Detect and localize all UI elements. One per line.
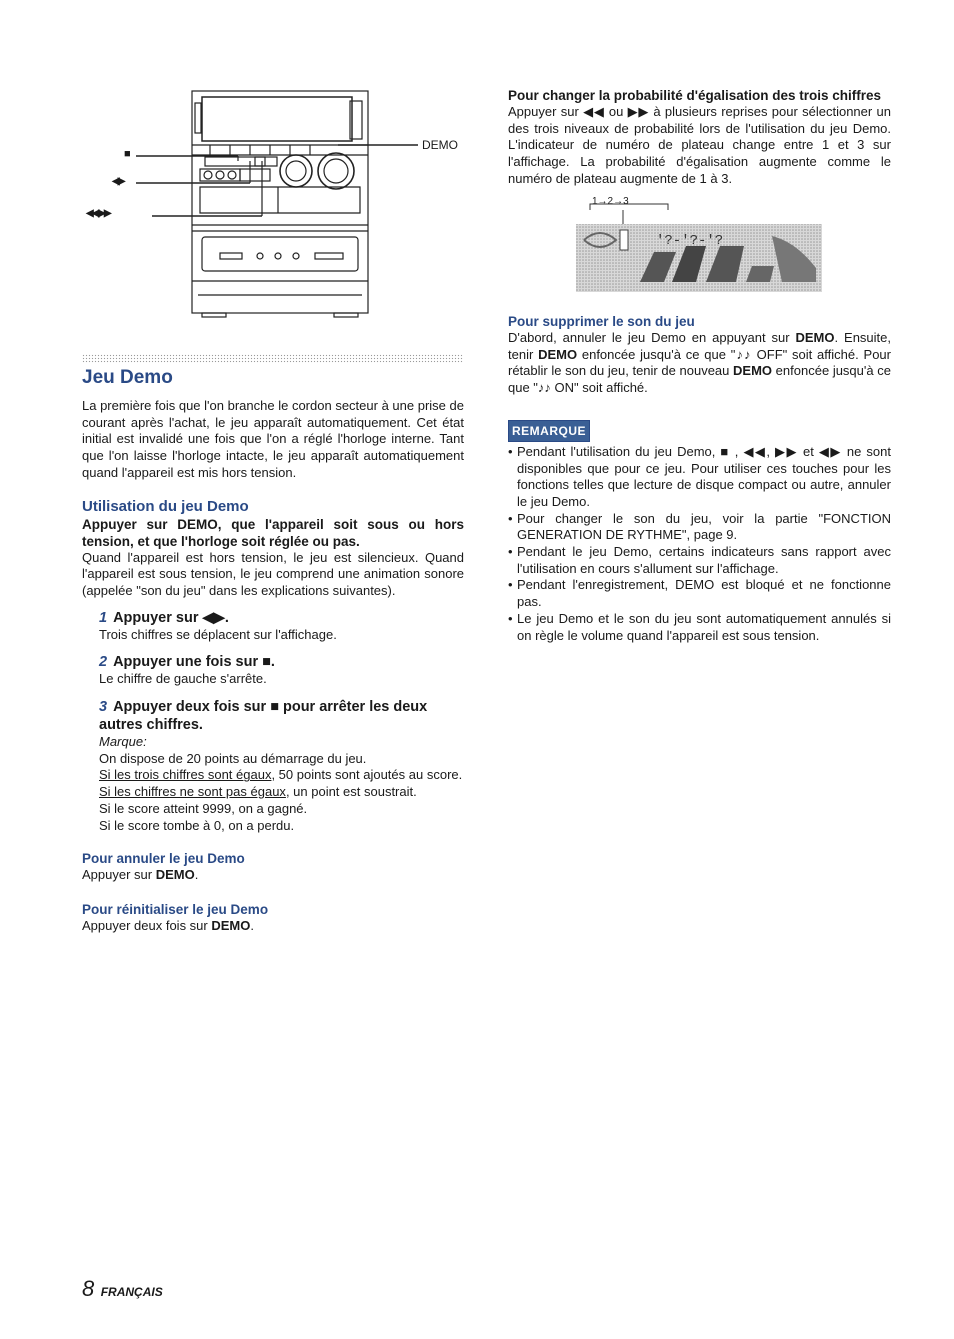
display-illustration <box>576 196 822 292</box>
marque-rest: , un point est soustrait. <box>285 784 417 800</box>
step-number: 2 <box>99 654 108 671</box>
sound-text-part: . Ensuite, tenir <box>508 330 891 362</box>
right-column-bottom <box>508 313 891 644</box>
step-3 <box>82 698 464 834</box>
reset-end: . <box>250 917 254 933</box>
demo-keyword: DEMO <box>538 346 578 362</box>
sound-text-part: D'abord, annuler le jeu Demo en appuyant sur <box>508 330 796 345</box>
remarque-badge <box>508 420 590 442</box>
reset-heading: Pour réinitialiser le jeu Demo <box>82 901 269 917</box>
demo-keyword: DEMO <box>795 330 835 345</box>
page-footer <box>82 1276 163 1302</box>
marque-underlined: Si les trois chiffres sont égaux <box>99 767 272 783</box>
marque-block <box>82 734 464 834</box>
stereo-drawing <box>110 85 470 325</box>
step-title: Appuyer deux fois sur ■ pour arrêter les deux autres chiffres. <box>99 699 428 734</box>
stereo-illustration <box>110 85 470 325</box>
note-item: • Le jeu Demo et le son du jeu sont automatiquement annulés si on règle le volume quand l'appareil est sous tension. <box>508 611 891 644</box>
step-text: Trois chiffres se déplacent sur l'affichage. <box>99 626 337 642</box>
marque-line: Si le score atteint 9999, on a gagné. <box>99 800 308 816</box>
sound-heading: Pour supprimer le son du jeu <box>508 314 695 329</box>
marque-line <box>99 767 464 784</box>
note-item: • Pendant l'utilisation du jeu Demo, ■ , ◀◀, ▶▶ et ◀▶ ne sont disponibles que pour ce jeu. Pour utiliser ces touches pour les fonctions telles que lecture de disque compact ou autre, annuler le jeu Demo. <box>508 444 891 511</box>
sound-text-part: enfoncée jusqu'à ce que "♪♪ OFF" soit affiché. Pour rétablir le son du jeu, tenir de nouveau <box>508 346 891 379</box>
figure-label-stop: ■ <box>124 148 131 160</box>
usage-subheading: Appuyer sur DEMO, que l'appareil soit sous ou hors tension, et que l'horloge soit réglée ou pas. <box>82 516 464 549</box>
cancel-end: . <box>194 867 199 883</box>
sound-text-part: enfoncée jusqu'à ce que "♪♪ ON" soit affiché. <box>508 363 891 396</box>
step-2 <box>82 653 464 688</box>
usage-heading: Utilisation du jeu Demo <box>82 497 249 515</box>
reset-text-part: Appuyer deux fois sur <box>82 917 208 933</box>
marque-line: On dispose de 20 points au démarrage du jeu. <box>99 750 367 766</box>
marque-rest: , 50 points sont ajoutés au score. <box>271 767 463 783</box>
note-item: • Pendant le jeu Demo, certains indicateurs sans rapport avec l'utilisation en cours s'allument sur l'affichage. <box>508 544 891 577</box>
marque-line <box>99 784 464 801</box>
cancel-text-part: Appuyer sur <box>82 867 153 883</box>
probability-heading: Pour changer la probabilité d'égalisation des trois chiffres <box>508 88 882 103</box>
demo-keyword: DEMO <box>155 867 195 883</box>
section-divider <box>82 354 463 363</box>
footer-language: FRANÇAIS <box>100 1285 163 1299</box>
marque-underlined: Si les chiffres ne sont pas égaux <box>99 784 286 800</box>
reset-text <box>82 918 464 935</box>
remarque-label: REMARQUE <box>512 423 587 438</box>
demo-keyword: DEMO <box>211 917 251 933</box>
marque-label: Marque: <box>99 734 147 750</box>
step-title: Appuyer une fois sur ■. <box>113 654 275 671</box>
step-number: 3 <box>99 699 108 716</box>
sound-text <box>508 330 891 397</box>
usage-text: Quand l'appareil est hors tension, le jeu est silencieux. Quand l'appareil est sous tension, le jeu comprend une animation sonore (appelée "son du jeu" dans les explications suivantes). <box>82 549 464 598</box>
step-title: Appuyer sur ◀▶. <box>113 609 229 626</box>
step-number: 1 <box>99 609 108 626</box>
cancel-text <box>82 867 464 884</box>
figure-label-skip: ◀◀,▶▶ <box>86 208 110 219</box>
cancel-heading: Pour annuler le jeu Demo <box>82 851 245 867</box>
demo-keyword: DEMO <box>733 363 773 379</box>
svg-text:'?-'?-'?: '?-'?-'? <box>656 233 724 249</box>
marque-line: Si le score tombe à 0, on a perdu. <box>99 817 295 833</box>
step-text: Le chiffre de gauche s'arrête. <box>99 671 267 687</box>
lcd-display-drawing <box>576 196 822 292</box>
figure-label-play: ◀▶ <box>112 176 124 187</box>
disc-sequence-label: 1→2→3 <box>592 196 629 207</box>
left-column <box>82 366 464 935</box>
note-item: • Pour changer le son du jeu, voir la partie "FONCTION GENERATION DE RYTHME", page 9. <box>508 511 891 544</box>
note-item: • Pendant l'enregistrement, DEMO est bloqué et ne fonctionne pas. <box>508 577 891 610</box>
section-title: Jeu Demo <box>82 367 173 388</box>
page-number: 8 <box>82 1276 95 1301</box>
notes-list <box>508 444 891 644</box>
figure-label-demo: DEMO <box>422 138 458 152</box>
right-column-top <box>508 87 891 188</box>
intro-paragraph: La première fois que l'on branche le cordon secteur à une prise de courant après l'achat, le jeu apparaît automatiquement. Cet état initial est invalidé une fois que l'on a réglé l'horloge interne. Tant que l'on laisse l'horloge intacte, le jeu apparaît automatiquement quand l'appareil est mis hors tension. <box>82 398 464 480</box>
step-1 <box>82 609 464 644</box>
probability-text: Appuyer sur ◀◀ ou ▶▶ à plusieurs reprises pour sélectionner un des trois niveaux de probabilité lors de l'utilisation du jeu Demo. L'indicateur de numéro de plateau change entre 1 et 3 sur l'affichage. La probabilité d'égalisation augmente comme le numéro de plateau augmente de 1 à 3. <box>508 104 891 186</box>
